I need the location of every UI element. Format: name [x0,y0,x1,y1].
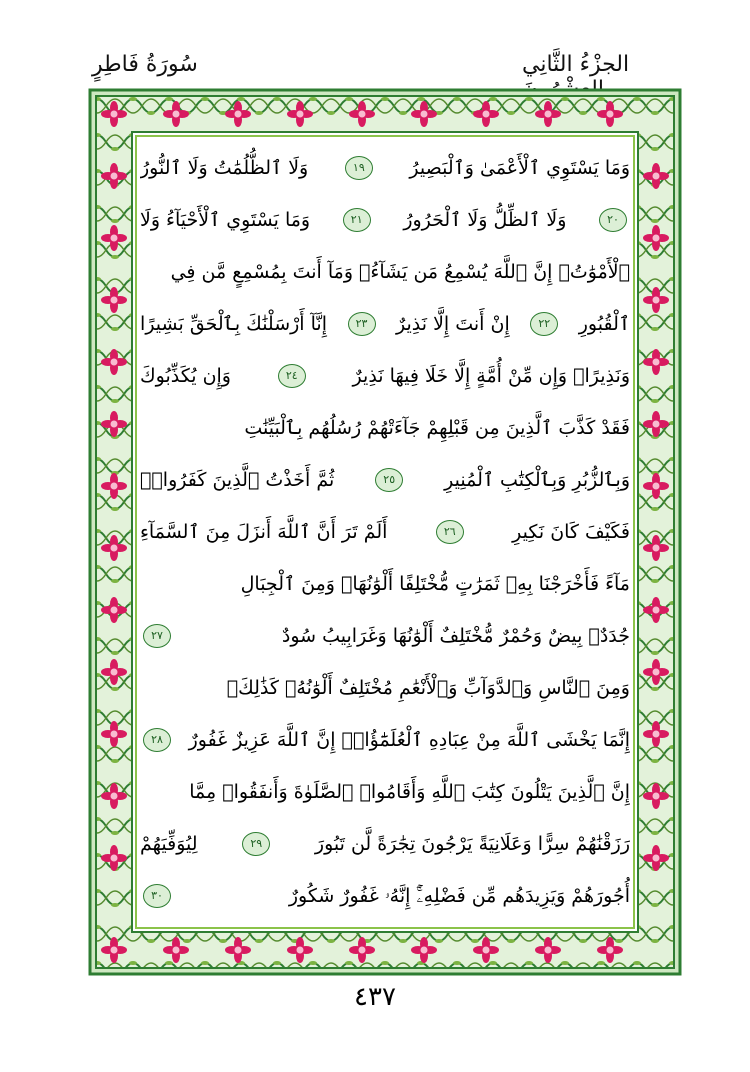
verse-text: فَقَدْ كَذَّبَ ٱلَّذِينَ مِن قَبْلِهِمْ جَآءَتْهُمْ رُسُلُهُم بِٱلْبَيِّنَٰتِ [244,417,630,439]
ayah-number-marker: ٢١ [343,208,371,232]
text-line [140,246,630,298]
ayah-number-marker: ٢٦ [436,520,464,544]
verse-text: إِنَّآ أَرْسَلْنَٰكَ بِٱلْحَقِّ بَشِيرًا [140,313,327,335]
verse-text: جُدَدٌۢ بِيضٌ وَحُمْرٌ مُّخْتَلِفٌ أَلْوَٰنُهَا وَغَرَابِيبُ سُودٌ [281,625,630,647]
text-line [140,766,630,818]
ayah-number-marker: ٢٩ [242,832,270,856]
verse-text: فَكَيْفَ كَانَ نَكِيرِ [512,521,630,543]
verse-text: أُجُورَهُمْ وَيَزِيدَهُم مِّن فَضْلِهِۦٓۚ إِنَّهُۥ غَفُورٌ شَكُورٌ [288,885,630,907]
ayah-number-marker: ٢٨ [143,728,171,752]
text-line [140,194,630,246]
text-line [140,662,630,714]
ayah-number-marker: ٢٠ [599,208,627,232]
verse-text: لِيُوَفِّيَهُمْ [140,833,198,855]
verse-text: أَلَمْ تَرَ أَنَّ ٱللَّهَ أَنزَلَ مِنَ ٱلسَّمَآءِ [140,521,388,543]
verse-text: ٱلْقُبُورِ [578,313,630,335]
ayah-number-marker: ١٩ [345,156,373,180]
verse-text: مَآءً فَأَخْرَجْنَا بِهِۦ ثَمَرَٰتٍ مُّخْتَلِفًا أَلْوَٰنُهَاۚ وَمِنَ ٱلْجِبَالِ [240,573,630,595]
text-line [140,402,630,454]
ayah-number-marker: ٢٥ [375,468,403,492]
text-line [140,870,630,922]
verse-text: وَلَا ٱلظِّلُّ وَلَا ٱلْحَرُورُ [403,209,567,231]
verse-text: ثُمَّ أَخَذْتُ ٱلَّذِينَ كَفَرُوا۟ۖ [140,469,335,491]
verse-text: وَلَا ٱلظُّلُمَٰتُ وَلَا ٱلنُّورُ [140,157,309,179]
ayah-number-marker: ٢٣ [348,312,376,336]
verse-text: إِنْ أَنتَ إِلَّا نَذِيرٌ [396,313,510,335]
verse-text: ٱلْأَمْوَٰتُۚ إِنَّ ٱللَّهَ يُسْمِعُ مَن يَشَآءُۖ وَمَآ أَنتَ بِمُسْمِعٍ مَّن فِي [170,261,630,283]
text-line [140,610,630,662]
ayah-number-marker: ٢٢ [530,312,558,336]
verse-text: وَبِٱلزُّبُرِ وَبِٱلْكِتَٰبِ ٱلْمُنِيرِ [444,469,630,491]
verse-text: وَإِن يُكَذِّبُوكَ [140,365,231,387]
text-line [140,558,630,610]
text-line [140,714,630,766]
verse-text: إِنَّمَا يَخْشَى ٱللَّهَ مِنْ عِبَادِهِ ٱلْعُلَمَٰٓؤُا۟ۗ إِنَّ ٱللَّهَ عَزِيزٌ غَفُورٌ [188,729,630,751]
verse-text: إِنَّ ٱلَّذِينَ يَتْلُونَ كِتَٰبَ ٱللَّهِ وَأَقَامُوا۟ ٱلصَّلَوٰةَ وَأَنفَقُوا۟ مِمَّا [189,781,630,803]
verse-text: وَمَا يَسْتَوِي ٱلْأَحْيَآءُ وَلَا [140,209,311,231]
text-line [140,818,630,870]
verse-text: وَمَا يَسْتَوِي ٱلْأَعْمَىٰ وَٱلْبَصِيرُ [409,157,630,179]
ayah-number-marker: ٢٧ [143,624,171,648]
ayah-number-marker: ٣٠ [143,884,171,908]
text-line [140,298,630,350]
verse-text: وَنَذِيرًاۚ وَإِن مِّنْ أُمَّةٍ إِلَّا خَلَا فِيهَا نَذِيرٌ [352,365,630,387]
verse-text: وَمِنَ ٱلنَّاسِ وَٱلدَّوَآبِّ وَٱلْأَنْعَٰمِ مُخْتَلِفٌ أَلْوَٰنُهُۥ كَذَٰلِكَۗ [226,677,630,699]
surah-header: سُورَةُ فَاطِرٍ [92,52,198,77]
page-number: ٤٣٧ [354,982,396,1012]
text-line [140,350,630,402]
text-line [140,142,630,194]
text-line [140,454,630,506]
quran-text [140,142,630,924]
verse-text: رَزَقْنَٰهُمْ سِرًّا وَعَلَانِيَةً يَرْجُونَ تِجَٰرَةً لَّن تَبُورَ [314,833,630,855]
ayah-number-marker: ٢٤ [278,364,306,388]
text-line [140,506,630,558]
juz-header: الجزْءُ الثَّانِي [522,52,630,77]
